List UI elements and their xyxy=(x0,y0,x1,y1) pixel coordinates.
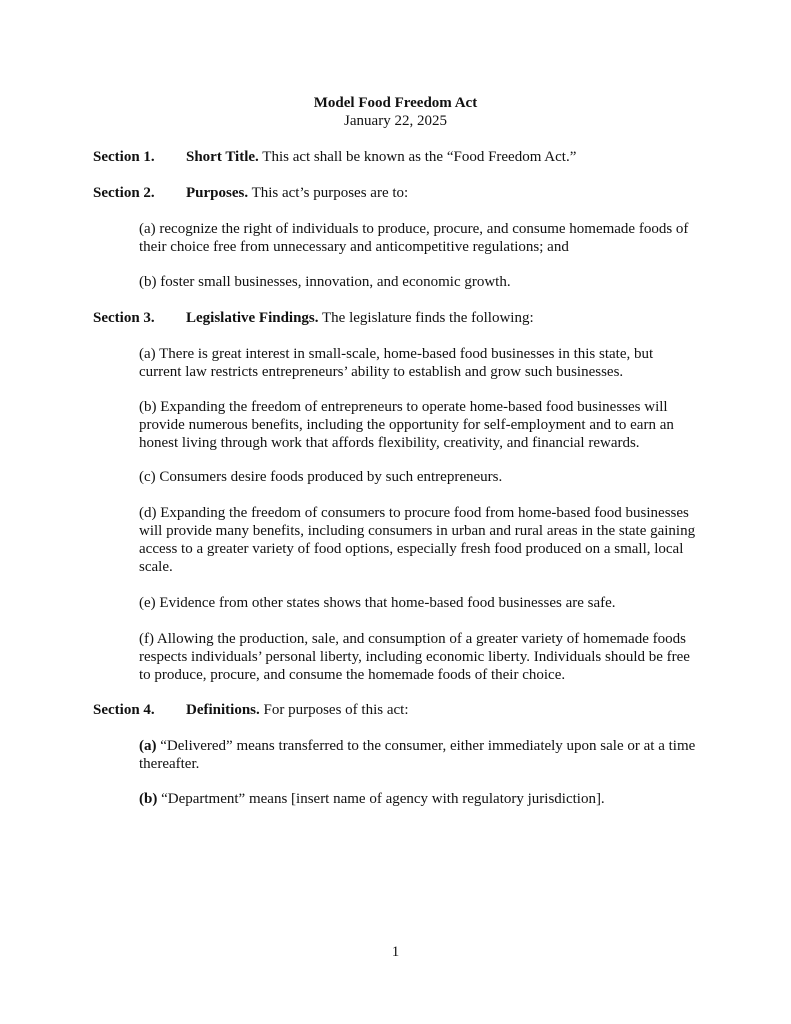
section-number: Section 4. xyxy=(93,702,155,718)
paragraph-text: “Delivered” means transferred to the consumer, either immediately upon sale or at a time thereafter. xyxy=(139,738,696,772)
paragraph-text: recognize the right of individuals to produce, procure, and consume homemade foods of their choice free from unnecessary and anticompetitive regulations; and xyxy=(139,221,689,255)
paragraph-text: Evidence from other states shows that home-based food businesses are safe. xyxy=(155,595,616,611)
paragraph-text: Allowing the production, sale, and consumption of a greater variety of homemade foods respects individuals’ personal liberty, including economic liberty. Individuals should be free to produce, procure, and consume the homemade foods of their choice. xyxy=(139,631,690,683)
section-text xyxy=(186,701,409,719)
paragraph-label: (b) xyxy=(139,274,157,290)
title-block xyxy=(0,94,791,130)
paragraph-label: (c) xyxy=(139,469,156,485)
definition-a xyxy=(139,737,699,773)
section-number: Section 2. xyxy=(93,185,155,201)
paragraph-text: “Department” means [insert name of agency with regulatory jurisdiction]. xyxy=(157,791,605,807)
document-date: January 22, 2025 xyxy=(344,113,447,129)
section-number: Section 1. xyxy=(93,149,155,165)
paragraph-text: There is great interest in small-scale, home-based food businesses in this state, but current law restricts entrepreneurs’ ability to establish and grow such businesses. xyxy=(139,346,654,380)
section-number: Section 3. xyxy=(93,310,155,326)
section-heading: Purposes. xyxy=(186,185,249,201)
section-text xyxy=(186,184,408,202)
finding-c xyxy=(139,468,699,486)
section-body: The legislature finds the following: xyxy=(318,310,534,326)
paragraph-label: (a) xyxy=(139,738,157,754)
section-text xyxy=(186,309,534,327)
paragraph-label: (e) xyxy=(139,595,156,611)
section-text xyxy=(186,148,576,166)
paragraph-label: (b) xyxy=(139,791,158,807)
purpose-b xyxy=(139,273,699,291)
section-heading: Definitions. xyxy=(186,702,260,718)
section-heading: Short Title. xyxy=(186,149,259,165)
paragraph-label: (d) xyxy=(139,505,157,521)
finding-a xyxy=(139,345,699,381)
paragraph-text: Consumers desire foods produced by such entrepreneurs. xyxy=(155,469,503,485)
definition-b xyxy=(139,790,699,808)
finding-d xyxy=(139,504,699,576)
paragraph-label: (a) xyxy=(139,346,156,362)
paragraph-text: foster small businesses, innovation, and economic growth. xyxy=(156,274,511,290)
finding-f xyxy=(139,630,699,684)
section-heading: Legislative Findings. xyxy=(186,310,319,326)
section-body: This act’s purposes are to: xyxy=(248,185,409,201)
paragraph-text: Expanding the freedom of consumers to procure food from home-based food businesses will provide many benefits, including consumers in urban and rural areas in the state gaining access to a greater variety of food options, especially fresh food produced on a small, local scale. xyxy=(139,505,696,575)
paragraph-label: (b) xyxy=(139,399,157,415)
paragraph-text: Expanding the freedom of entrepreneurs to operate home-based food businesses will provide numerous benefits, including the opportunity for self-employment and to earn an honest living through work that affords flexibility, creativity, and financial rewards. xyxy=(139,399,674,451)
section-body: This act shall be known as the “Food Freedom Act.” xyxy=(258,149,577,165)
finding-e xyxy=(139,594,699,612)
section-body: For purposes of this act: xyxy=(259,702,409,718)
paragraph-label: (f) xyxy=(139,631,154,647)
finding-b xyxy=(139,398,699,452)
document-title: Model Food Freedom Act xyxy=(313,95,478,111)
page-number: 1 xyxy=(391,944,400,960)
paragraph-label: (a) xyxy=(139,221,156,237)
purpose-a xyxy=(139,220,699,256)
